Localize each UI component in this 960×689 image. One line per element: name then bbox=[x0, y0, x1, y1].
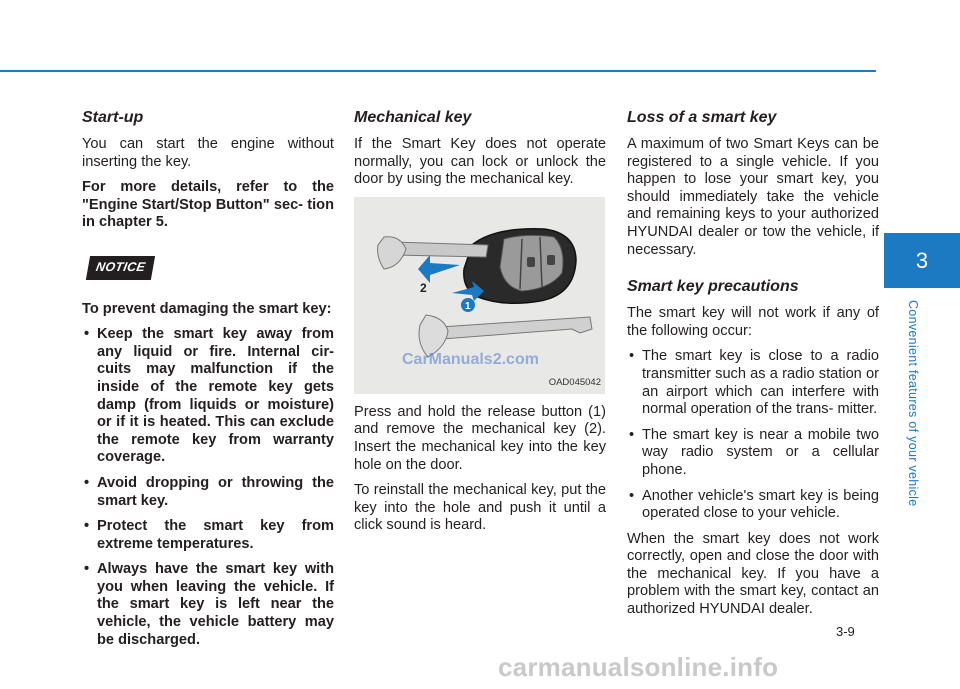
lock-icon bbox=[527, 257, 535, 267]
heading-start-up: Start-up bbox=[82, 109, 144, 126]
precautions-closing: When the smart key does not work correctly, open and close the door with the mechanical key. If you have a problem with the smart key, contact an authorized HYUNDAI dealer. bbox=[627, 530, 879, 618]
loss-of-key-paragraph: A maximum of two Smart Keys can be registered to a single vehicle. If you happen to lose your smart key, you should immediately take the vehicle and remaining keys to your authorized HYUNDAI dealer or tow the vehicle, if necessary. bbox=[627, 136, 879, 258]
chapter-tab: 3 bbox=[884, 233, 960, 288]
callout-1-label: 1 bbox=[465, 300, 471, 312]
start-up-reference: For more details, refer to the "Engine Start/Stop Button" sec- tion in chapter 5. bbox=[82, 179, 334, 231]
notice-intro: To prevent damaging the smart key: bbox=[82, 300, 332, 317]
unlock-icon bbox=[547, 255, 555, 265]
list-item: • Protect the smart key from extreme temperatures. bbox=[82, 518, 334, 553]
heading-loss-of-key: Loss of a smart key bbox=[627, 109, 777, 126]
start-up-paragraph: You can start the engine without inserting the key. bbox=[82, 136, 334, 170]
mechanical-key-blade bbox=[394, 242, 488, 257]
callout-2-label: 2 bbox=[420, 280, 427, 295]
notice-list bbox=[82, 326, 334, 649]
figure-code: OAD045042 bbox=[548, 377, 601, 389]
mechanical-key-step-2: To reinstall the mechanical key, put the key into the hole and push it until a click sound is heard. bbox=[354, 482, 606, 534]
notice-badge: NOTICE bbox=[86, 256, 155, 280]
list-item: • Keep the smart key away from any liquid or fire. Internal cir- cuits may malfunction if the inside of the remote key gets damp (from liquids or moisture) or if it is heated. This can exclude the remote key from warranty coverage. bbox=[82, 326, 334, 467]
list-item: • Avoid dropping or throwing the smart key. bbox=[82, 475, 334, 510]
mechanical-key-head bbox=[378, 237, 406, 269]
chapter-title: Convenient features of your vehicle bbox=[906, 300, 920, 507]
page-number: 3-9 bbox=[836, 624, 855, 639]
precautions-intro: The smart key will not work if any of the following occur: bbox=[627, 305, 879, 339]
column-start-up bbox=[82, 108, 334, 657]
list-item: • The smart key is near a mobile two way radio system or a cellular phone. bbox=[627, 427, 879, 480]
heading-mechanical-key: Mechanical key bbox=[354, 109, 472, 126]
column-mechanical-key bbox=[354, 108, 606, 543]
footer-watermark: carmanualsonline.info bbox=[498, 652, 779, 682]
arrow-left-icon bbox=[418, 255, 460, 283]
figure-watermark: CarManuals2.com bbox=[402, 350, 539, 368]
mechanical-key-step-1: Press and hold the release button (1) and remove the mechanical key (2). Insert the mechanical key into the key hole on the door. bbox=[354, 403, 606, 473]
list-item: • The smart key is close to a radio transmitter such as a radio station or an airport which can interfere with normal operation of the trans- mitter. bbox=[627, 348, 879, 418]
precautions-list bbox=[627, 348, 879, 522]
detached-key-blade bbox=[440, 317, 592, 339]
header-rule bbox=[0, 70, 876, 72]
heading-precautions: Smart key precautions bbox=[627, 278, 799, 296]
column-loss-of-key bbox=[627, 108, 879, 627]
smart-key-figure bbox=[354, 197, 605, 394]
mechanical-key-intro: If the Smart Key does not operate normally, you can lock or unlock the door by using the mechanical key. bbox=[354, 136, 606, 188]
list-item: • Always have the smart key with you when leaving the vehicle. If the smart key is left near the vehicle, the vehicle battery may be discharged. bbox=[82, 561, 334, 649]
list-item: • Another vehicle's smart key is being operated close to your vehicle. bbox=[627, 488, 879, 523]
